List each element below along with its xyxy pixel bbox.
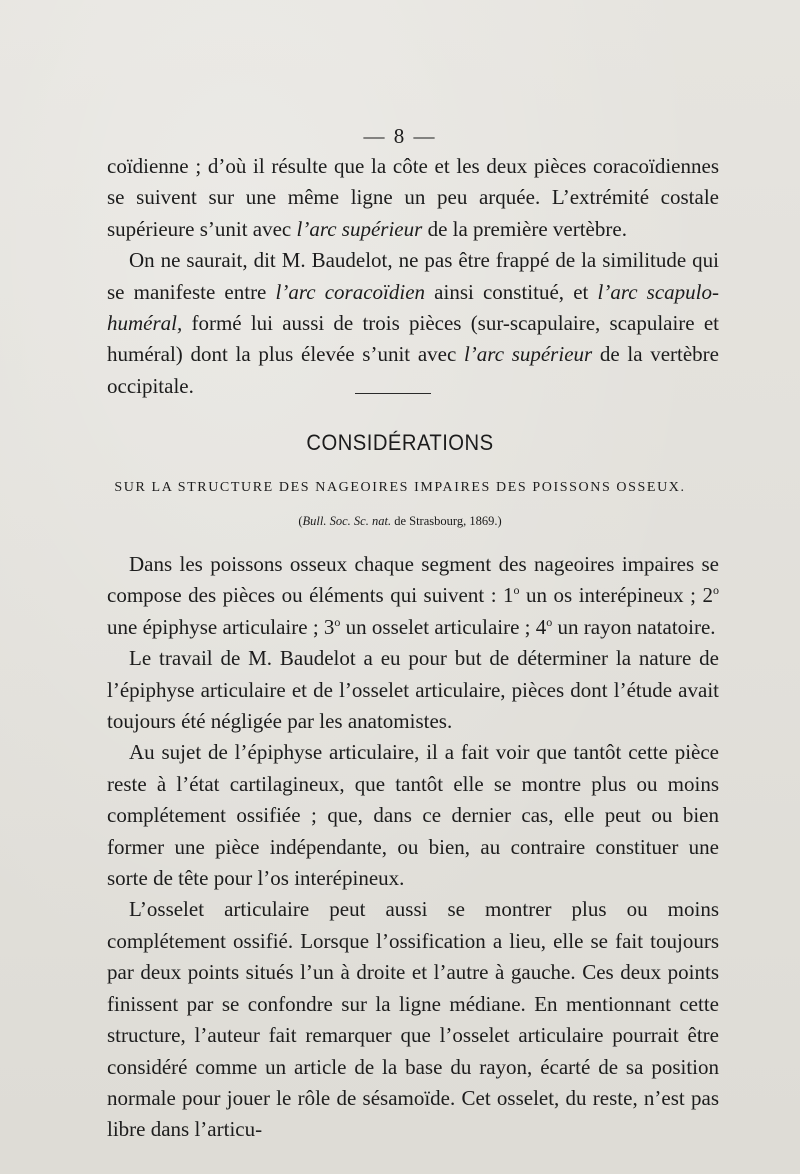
text-run: de la vertèbre occipitale.: [107, 342, 719, 398]
emphasis-text: l’arc supérieur: [296, 216, 423, 241]
text-run: formé lui aussi de trois pièces (sur-scapulaire, scapulaire et huméral) dont la plus élevée s’unit avec: [107, 311, 719, 367]
text-run: Dans les poissons osseux chaque segment des nageoires impaires se compose des pièces ou éléments qui suivent : 1: [107, 552, 719, 608]
section-title: CONSIDÉRATIONS: [306, 430, 494, 455]
ordinal-mark: o: [546, 614, 553, 629]
ordinal-mark: o: [334, 614, 341, 629]
text-run: un osselet articulaire ; 4: [340, 614, 547, 639]
citation: [0, 514, 800, 529]
text-run: coïdienne ; d’où il résulte que la côte et les deux pièces coracoïdiennes se suivent sur une même ligne un peu arquée. L’extrémité costale supérieure s’unit avec: [107, 154, 719, 241]
section-subtitle: SUR LA STRUCTURE DES NAGEOIRES IMPAIRES DES POISSONS OSSEUX.: [114, 480, 686, 495]
page-number: — 8 —: [363, 124, 437, 148]
paragraph: Le travail de M. Baudelot a eu pour but de déterminer la nature de l’épiphyse articulaire et de l’osselet articulaire, pièces dont l’étude avait toujours été négligée par les anatomistes.: [107, 646, 719, 734]
paragraph: [107, 549, 719, 643]
citation-rest: de Strasbourg, 1869.): [391, 514, 502, 528]
paragraph: Au sujet de l’épiphyse articulaire, il a fait voir que tantôt cette pièce reste à l’état cartilagineux, que tantôt elle se montre plus ou moins complétement ossifiée ; que, dans ce dernier cas, elle peut ou bien former une pièce indépendante, ou bien, au contraire constituer une sorte de tête pour l’os interépineux.: [107, 740, 719, 891]
paragraph: [107, 245, 719, 402]
paragraph: [107, 151, 719, 245]
section-body: [107, 549, 719, 1146]
paragraph: L’osselet articulaire peut aussi se montrer plus ou moins complétement ossifié. Lorsque l’ossification a lieu, elle se fait toujours par deux points situés l’un à droite et l’autre à gauche. Ces deux points finissent par se confondre sur la ligne médiane. En mentionnant cette structure, l’auteur fait remarquer que l’osselet articulaire pourrait être considéré comme un article de la base du rayon, écarté de sa position normale pour jouer le rôle de sésamoïde. Cet osselet, du reste, n’est pas libre dans l’articu-: [107, 897, 719, 1142]
text-run: une épiphyse articulaire ; 3: [107, 614, 335, 639]
text-run: un os interépineux ; 2: [519, 583, 713, 608]
text-run: ainsi constitué, et: [425, 279, 598, 304]
emphasis-text: l’arc coracoïdien: [275, 279, 426, 304]
text-run: On ne saurait, dit M. Baudelot, ne pas être frappé de la similitude qui se manifeste entre: [107, 248, 719, 304]
continued-text: [107, 151, 719, 402]
text-run: un rayon natatoire.: [552, 614, 716, 639]
citation-journal: Bull. Soc. Sc. nat.: [302, 514, 392, 528]
ordinal-mark: o: [513, 583, 520, 598]
emphasis-text: l’arc supérieur: [463, 342, 593, 367]
section-divider: [355, 393, 431, 394]
text-run: de la première vertèbre.: [422, 216, 627, 241]
ordinal-mark: o: [713, 583, 719, 598]
emphasis-text: l’arc scapulo-huméral,: [107, 279, 720, 336]
citation-open: (: [298, 514, 303, 528]
